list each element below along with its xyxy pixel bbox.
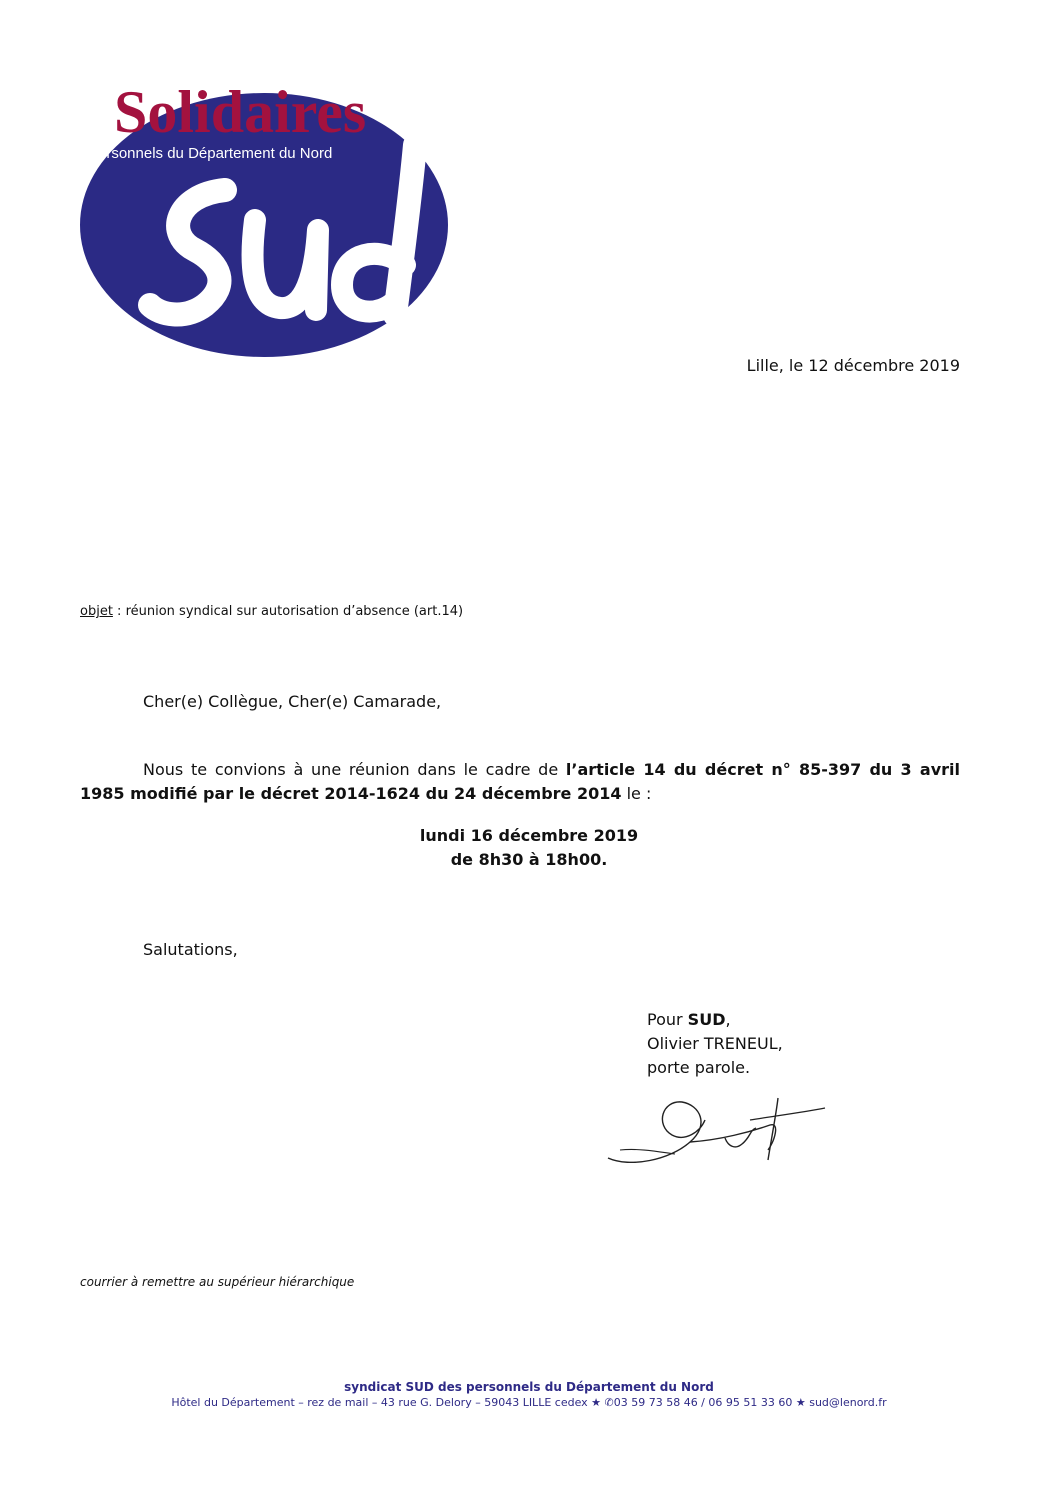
object-text: réunion syndical sur autorisation d’absence (art.14) — [125, 604, 464, 619]
body-intro: Nous te convions à une réunion dans le cadre de — [143, 760, 566, 779]
sign-prefix: Pour — [647, 1010, 688, 1029]
salutations: Salutations, — [143, 940, 238, 959]
sign-line-org — [647, 1008, 783, 1032]
sign-name: Olivier TRENEUL, — [647, 1034, 783, 1053]
meeting-time: de 8h30 à 18h00. — [450, 850, 608, 869]
greeting: Cher(e) Collègue, Cher(e) Camarade, — [143, 692, 442, 711]
sign-role: porte parole. — [647, 1058, 751, 1077]
body-decree-reference: l’article 14 du décret n° 85-397 du 3 avril 1985 modifié par le décret 2014-1624 du 24 décembre 2014 — [80, 760, 961, 803]
footer-address: Hôtel du Département – rez de mail – 43 rue G. Delory – 59043 LILLE cedex ★ ✆03 59 73 58 46 / 06 95 51 33 60 ★ sud@lenord.fr — [171, 1396, 887, 1409]
handwritten-signature — [600, 1080, 840, 1184]
body-paragraph — [80, 758, 960, 806]
sign-suffix: , — [725, 1010, 731, 1029]
object-label: objet — [80, 604, 113, 619]
signature-block — [647, 1008, 783, 1080]
logo-brand-text: Solidaires — [114, 79, 367, 145]
object-separator: : — [112, 604, 126, 619]
object-line — [80, 604, 463, 619]
footnote: courrier à remettre au supérieur hiérarchique — [80, 1275, 355, 1289]
place-date: Lille, le 12 décembre 2019 — [746, 356, 960, 375]
footer — [0, 1380, 1058, 1409]
sign-org: SUD — [687, 1010, 726, 1029]
sud-solidaires-logo — [80, 70, 460, 364]
meeting-details — [0, 824, 1058, 872]
body-end: le : — [621, 784, 652, 803]
logo-graphic — [80, 70, 460, 360]
meeting-day: lundi 16 décembre 2019 — [419, 826, 639, 845]
footer-title: syndicat SUD des personnels du Département du Nord — [344, 1380, 714, 1394]
signature-graphic — [600, 1080, 840, 1180]
logo-subtitle-text: Personnels du Département du Nord — [88, 145, 333, 162]
